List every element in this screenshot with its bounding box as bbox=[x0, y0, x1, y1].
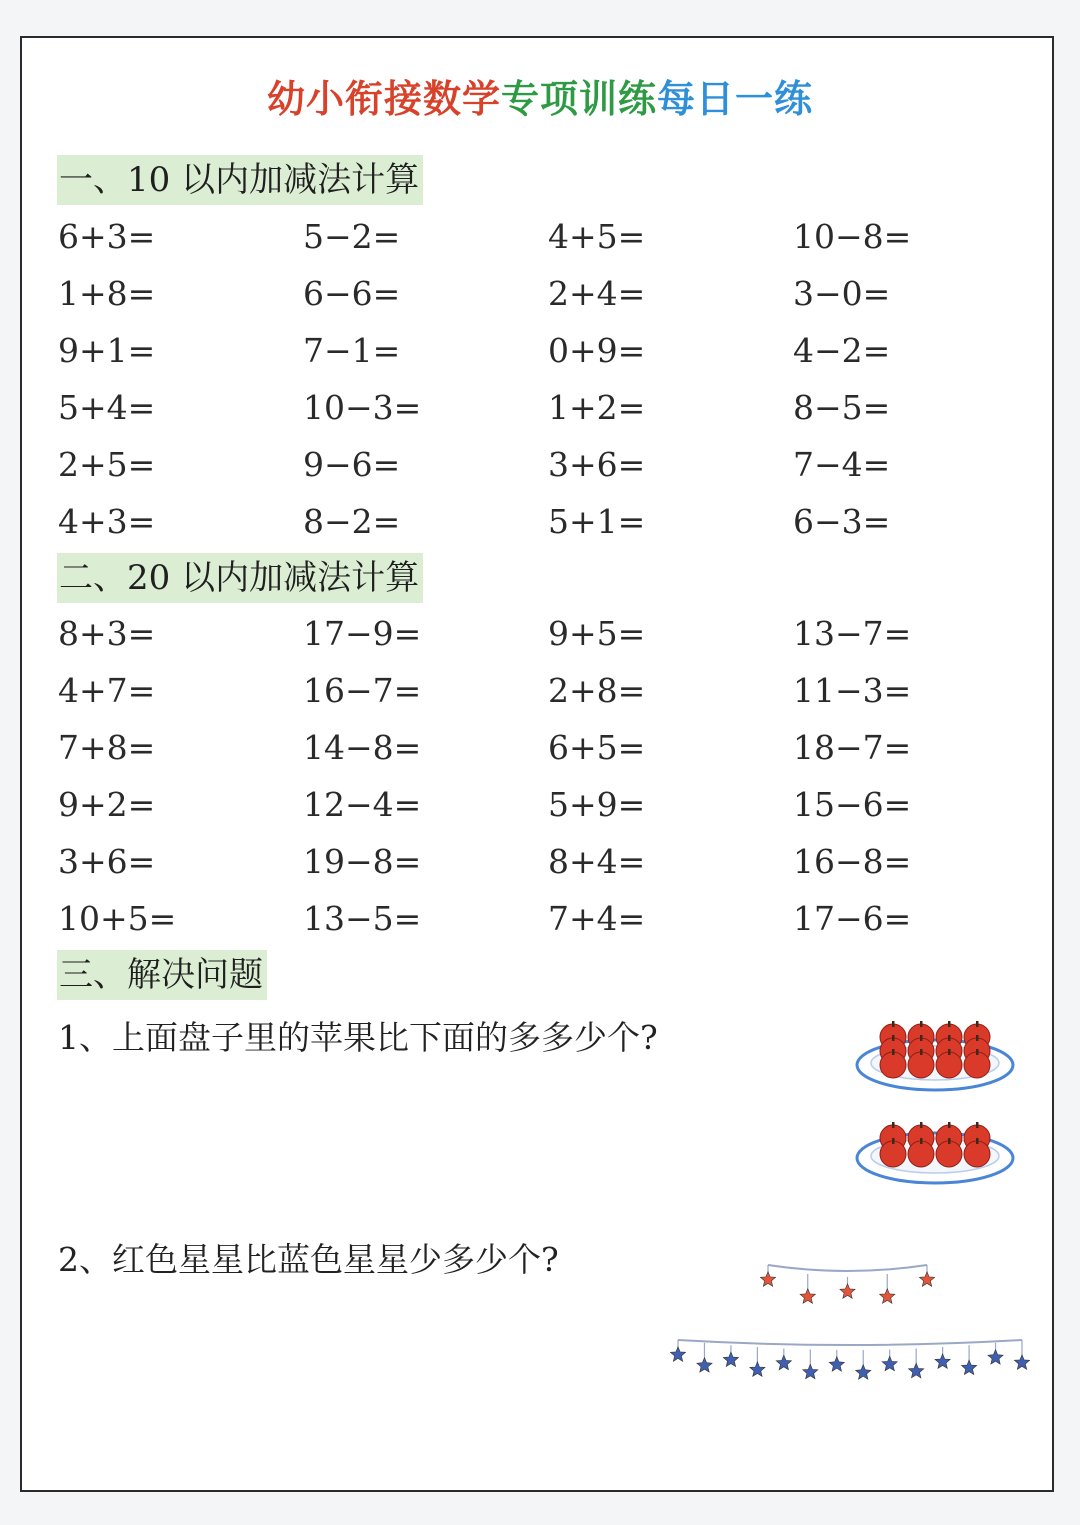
problem-2-4-3: 5+9= bbox=[548, 785, 646, 824]
problem-2-5-3: 8+4= bbox=[548, 842, 646, 881]
problem-2-3-4: 18−7= bbox=[793, 728, 912, 767]
question-2: 2、红色星星比蓝色星星少多少个? bbox=[58, 1240, 559, 1279]
problem-2-4-1: 9+2= bbox=[58, 785, 156, 824]
star-icon bbox=[856, 1365, 871, 1380]
problem-2-2-4: 11−3= bbox=[793, 671, 912, 710]
star-icon bbox=[800, 1289, 815, 1304]
problem-2-5-1: 3+6= bbox=[58, 842, 156, 881]
question-1: 1、上面盘子里的苹果比下面的多多少个? bbox=[58, 1018, 658, 1057]
problem-2-1-3: 9+5= bbox=[548, 614, 646, 653]
problem-1-4-2: 10−3= bbox=[303, 388, 422, 427]
problem-1-4-3: 1+2= bbox=[548, 388, 646, 427]
problem-2-3-1: 7+8= bbox=[58, 728, 156, 767]
problem-1-6-3: 5+1= bbox=[548, 502, 646, 541]
problem-1-2-3: 2+4= bbox=[548, 274, 646, 313]
problem-2-2-2: 16−7= bbox=[303, 671, 422, 710]
star-icon bbox=[723, 1352, 738, 1367]
problem-1-1-2: 5−2= bbox=[303, 217, 401, 256]
problem-2-4-4: 15−6= bbox=[793, 785, 912, 824]
problem-1-2-4: 3−0= bbox=[793, 274, 891, 313]
star-icon bbox=[697, 1358, 712, 1373]
problem-1-4-4: 8−5= bbox=[793, 388, 891, 427]
star-icon bbox=[962, 1360, 977, 1375]
problem-1-5-1: 2+5= bbox=[58, 445, 156, 484]
section-heading-2: 二、20 以内加减法计算 bbox=[57, 553, 423, 603]
problem-1-5-2: 9−6= bbox=[303, 445, 401, 484]
star-icon bbox=[829, 1357, 844, 1372]
title-part-2: 专项训练 bbox=[500, 77, 657, 121]
star-icon bbox=[803, 1364, 818, 1378]
problem-1-1-4: 10−8= bbox=[793, 217, 912, 256]
problem-1-3-2: 7−1= bbox=[303, 331, 401, 370]
star-icon bbox=[882, 1356, 897, 1370]
problem-2-1-2: 17−9= bbox=[303, 614, 422, 653]
problem-2-4-2: 12−4= bbox=[303, 785, 422, 824]
problem-1-2-1: 1+8= bbox=[58, 274, 156, 313]
star-icon bbox=[988, 1350, 1003, 1365]
title-part-3: 每日一练 bbox=[657, 77, 814, 121]
problem-1-5-3: 3+6= bbox=[548, 445, 646, 484]
problem-2-3-2: 14−8= bbox=[303, 728, 422, 767]
problem-2-6-3: 7+4= bbox=[548, 899, 646, 938]
apple-plate-bottom bbox=[850, 1108, 1020, 1188]
problem-1-1-1: 6+3= bbox=[58, 217, 156, 256]
apple-plate-top bbox=[850, 1015, 1020, 1095]
star-icon bbox=[776, 1355, 791, 1370]
problem-1-1-3: 4+5= bbox=[548, 217, 646, 256]
problem-2-5-4: 16−8= bbox=[793, 842, 912, 881]
star-icon bbox=[935, 1354, 950, 1369]
problem-2-5-2: 19−8= bbox=[303, 842, 422, 881]
star-icon bbox=[750, 1362, 765, 1377]
star-icon bbox=[840, 1284, 855, 1299]
problem-2-6-1: 10+5= bbox=[58, 899, 177, 938]
problem-1-3-3: 0+9= bbox=[548, 331, 646, 370]
problem-1-5-4: 7−4= bbox=[793, 445, 891, 484]
problem-2-3-3: 6+5= bbox=[548, 728, 646, 767]
problem-2-2-1: 4+7= bbox=[58, 671, 156, 710]
star-icon bbox=[909, 1363, 924, 1378]
problem-2-6-2: 13−5= bbox=[303, 899, 422, 938]
blue-star-garland bbox=[670, 1325, 1030, 1400]
star-icon bbox=[760, 1272, 775, 1287]
problem-2-2-3: 2+8= bbox=[548, 671, 646, 710]
section-heading-3: 三、解决问题 bbox=[57, 950, 267, 1000]
problem-1-6-2: 8−2= bbox=[303, 502, 401, 541]
problem-1-6-4: 6−3= bbox=[793, 502, 891, 541]
problem-1-6-1: 4+3= bbox=[58, 502, 156, 541]
title-part-1: 幼小衔接数学 bbox=[266, 77, 501, 121]
section-heading-1: 一、10 以内加减法计算 bbox=[57, 155, 423, 205]
worksheet-title bbox=[0, 68, 1080, 123]
problem-2-1-1: 8+3= bbox=[58, 614, 156, 653]
problem-2-6-4: 17−6= bbox=[793, 899, 912, 938]
star-icon bbox=[670, 1347, 685, 1362]
star-icon bbox=[880, 1289, 895, 1304]
problem-2-1-4: 13−7= bbox=[793, 614, 912, 653]
problem-1-3-4: 4−2= bbox=[793, 331, 891, 370]
problem-1-2-2: 6−6= bbox=[303, 274, 401, 313]
red-star-garland bbox=[760, 1255, 935, 1315]
problem-1-4-1: 5+4= bbox=[58, 388, 156, 427]
star-icon bbox=[1014, 1355, 1029, 1370]
problem-1-3-1: 9+1= bbox=[58, 331, 156, 370]
star-icon bbox=[919, 1272, 934, 1287]
